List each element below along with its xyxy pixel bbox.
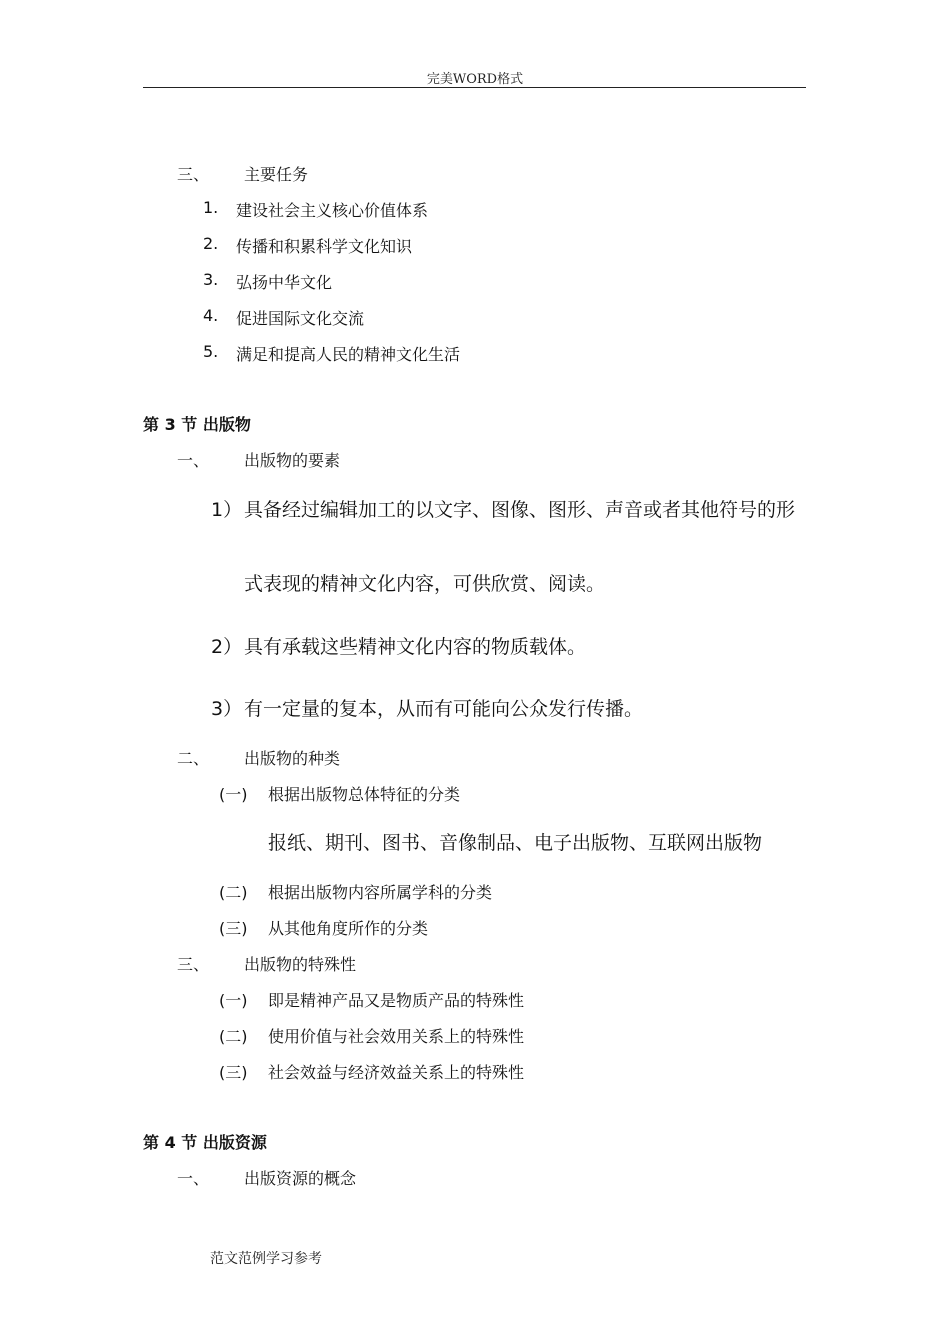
list-item-text: 具有承载这些精神文化内容的物质载体。 <box>244 636 587 658</box>
outline-number: 三、 <box>177 165 210 184</box>
list-item-number: 2） <box>211 636 243 658</box>
list-item-number: (三) <box>219 1063 248 1082</box>
header-divider <box>143 87 806 88</box>
list-item-number: 1. <box>203 198 219 217</box>
section-heading: 第 3 节 出版物 <box>143 415 251 434</box>
list-item-text: 从其他角度所作的分类 <box>268 919 429 938</box>
list-item-text: 有一定量的复本，从而有可能向公众发行传播。 <box>244 698 644 720</box>
outline-number: 一、 <box>177 1169 210 1188</box>
outline-heading: 主要任务 <box>244 165 309 184</box>
list-item-text: 根据出版物总体特征的分类 <box>268 785 461 804</box>
page-header-title: 完美WORD格式 <box>426 72 524 87</box>
list-item-text: 建设社会主义核心价值体系 <box>236 201 429 220</box>
list-item-text: 根据出版物内容所属学科的分类 <box>268 883 493 902</box>
list-item-text: 即是精神产品又是物质产品的特殊性 <box>268 991 525 1010</box>
outline-heading: 出版资源的概念 <box>244 1169 357 1188</box>
section-heading: 第 4 节 出版资源 <box>143 1133 267 1152</box>
list-item-text: 促进国际文化交流 <box>236 309 365 328</box>
list-item-text: 具备经过编辑加工的以文字、图像、图形、声音或者其他符号的形 <box>244 499 796 521</box>
list-item-number: 3） <box>211 698 243 720</box>
list-item-number: 5. <box>203 342 219 361</box>
list-item-number: 4. <box>203 306 219 325</box>
list-item-number: 3. <box>203 270 219 289</box>
list-item-text: 使用价值与社会效用关系上的特殊性 <box>268 1027 525 1046</box>
list-item-text-continuation: 式表现的精神文化内容，可供欣赏、阅读。 <box>244 573 606 595</box>
outline-number: 三、 <box>177 955 210 974</box>
outline-heading: 出版物的特殊性 <box>244 955 357 974</box>
list-item-text: 社会效益与经济效益关系上的特殊性 <box>268 1063 525 1082</box>
outline-number: 一、 <box>177 451 210 470</box>
list-item-number: 1） <box>211 499 243 521</box>
outline-heading: 出版物的种类 <box>244 749 341 768</box>
list-item-number: (二) <box>219 1027 248 1046</box>
list-item-number: (三) <box>219 919 248 938</box>
list-item-number: (一) <box>219 785 248 804</box>
list-item-number: (二) <box>219 883 248 902</box>
list-item-number: (一) <box>219 991 248 1010</box>
list-item-text: 传播和积累科学文化知识 <box>236 237 413 256</box>
page-footer: 范文范例学习参考 <box>210 1251 322 1267</box>
outline-heading: 出版物的要素 <box>244 451 341 470</box>
list-item-text: 弘扬中华文化 <box>236 273 333 292</box>
outline-number: 二、 <box>177 749 210 768</box>
list-item-number: 2. <box>203 234 219 253</box>
list-item-detail: 报纸、期刊、图书、音像制品、电子出版物、互联网出版物 <box>268 832 763 854</box>
list-item-text: 满足和提高人民的精神文化生活 <box>236 345 461 364</box>
